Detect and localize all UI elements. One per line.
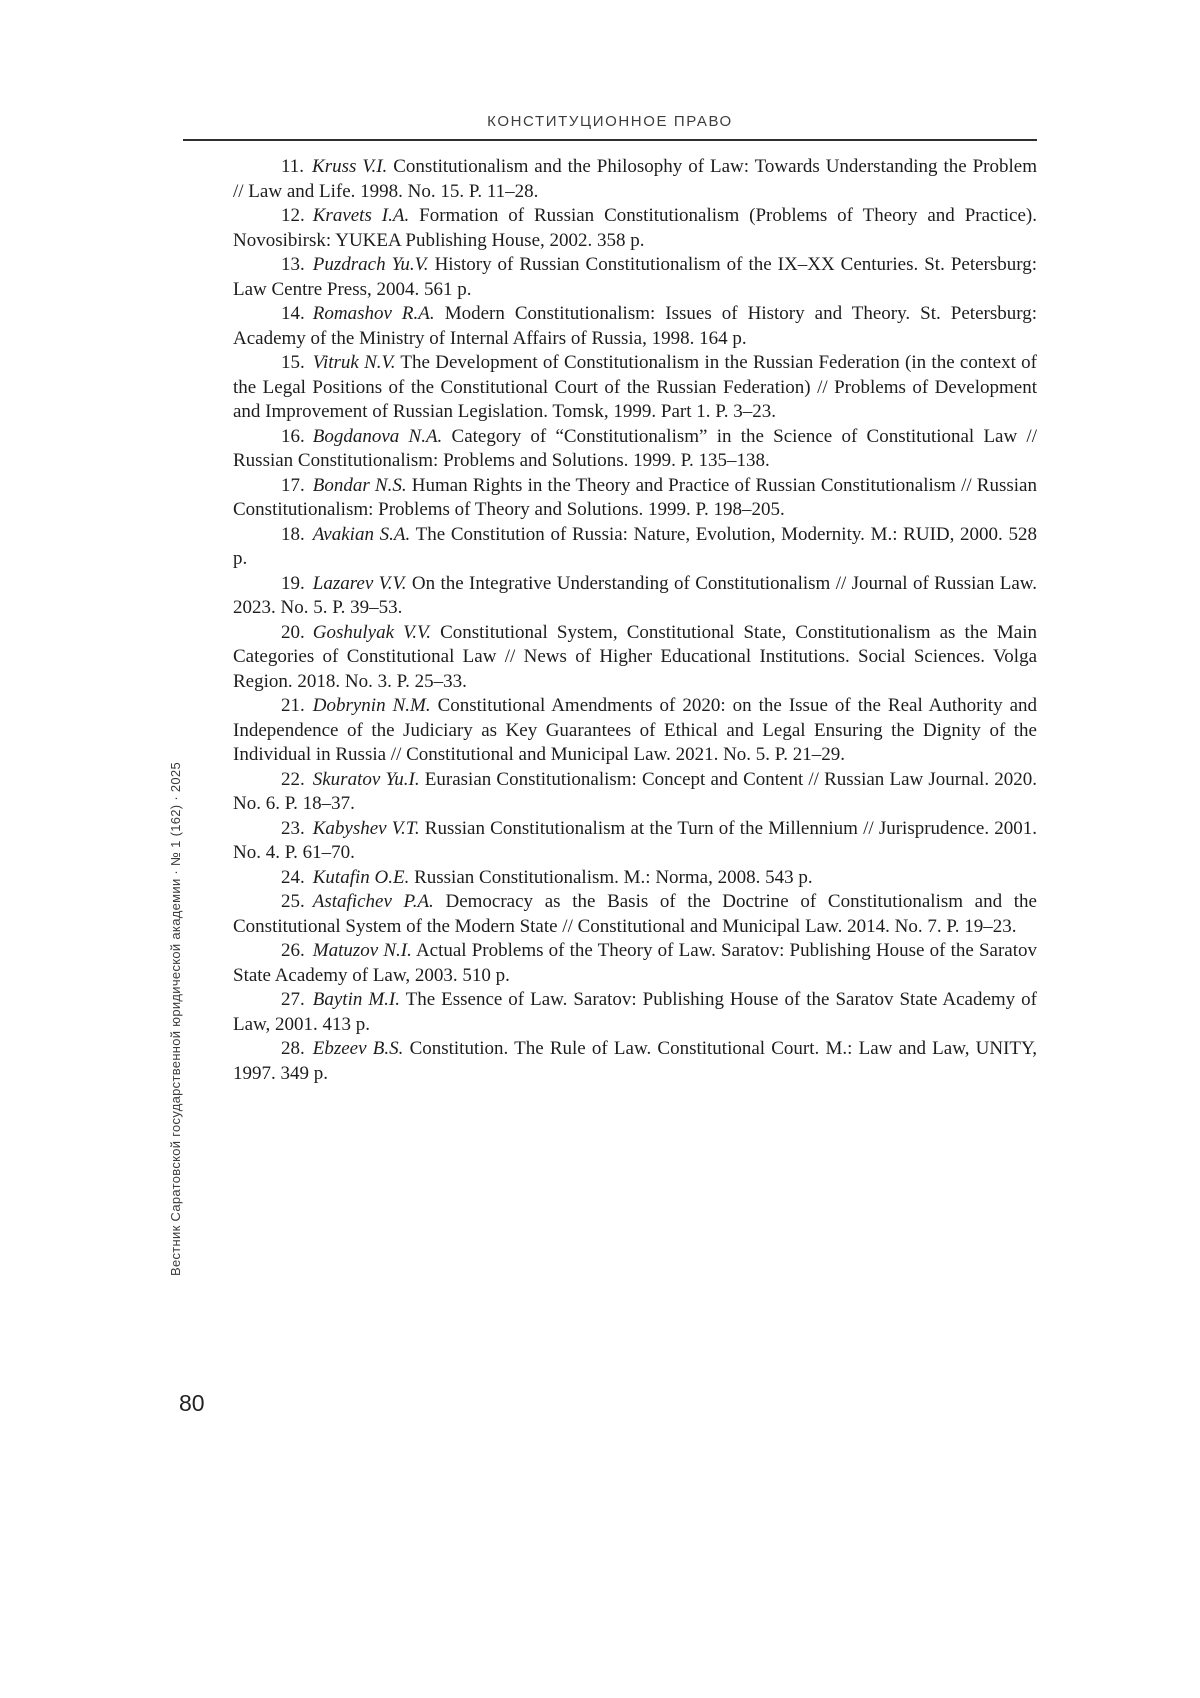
page-number: 80 (179, 1390, 205, 1416)
reference-author: Matuzov N.I. (312, 940, 412, 961)
reference-item (233, 302, 1037, 351)
reference-author: Lazarev V.V. (312, 572, 407, 594)
reference-number: 15. (281, 352, 305, 373)
reference-item (233, 939, 1037, 988)
reference-item (233, 425, 1037, 474)
reference-author: Bondar N.S. (312, 474, 407, 496)
reference-number: 11. (281, 156, 305, 177)
reference-number: 25. (281, 891, 305, 912)
reference-item (233, 866, 1037, 891)
reference-author: Vitruk N.V. (312, 352, 396, 373)
reference-number: 27. (281, 989, 305, 1010)
reference-author: Kabyshev V.T. (312, 817, 420, 839)
reference-item (233, 253, 1037, 302)
reference-item (233, 572, 1037, 621)
reference-text: Russian Constitutionalism at the Turn of the Millennium // Jurisprudence. 2001. No. 4. P. 61–70. (233, 817, 1038, 863)
reference-number: 13. (281, 254, 305, 275)
reference-item (233, 817, 1037, 866)
reference-item (233, 474, 1037, 523)
reference-text: Russian Constitutionalism. M.: Norma, 2008. 543 p. (414, 866, 813, 888)
reference-number: 21. (281, 695, 305, 716)
reference-author: Goshulyak V.V. (312, 621, 431, 643)
reference-number: 20. (281, 621, 305, 643)
reference-author: Kutafin O.E. (312, 866, 410, 888)
reference-author: Ebzeev B.S. (312, 1038, 404, 1059)
reference-text: Eurasian Constitutionalism: Concept and Content // Russian Law Journal. 2020. No. 6. P. 18–37. (233, 768, 1037, 814)
reference-author: Bogdanova N.A. (312, 425, 443, 447)
reference-author: Puzdrach Yu.V. (312, 254, 429, 275)
reference-text: Constitutionalism and the Philosophy of Law: Towards Understanding the Problem // Law and Life. 1998. No. 15. P. 11–28. (233, 156, 1038, 202)
reference-text: Category of “Constitutionalism” in the Science of Constitutional Law // Russian Constitutionalism: Problems and Solutions. 1999. P. 135–138. (233, 425, 1037, 471)
reference-text: Constitution. The Rule of Law. Constitutional Court. M.: Law and Law, UNITY, 1997. 349 p. (233, 1038, 1038, 1084)
reference-text: On the Integrative Understanding of Constitutionalism // Journal of Russian Law. 2023. No. 5. P. 39–53. (233, 572, 1037, 618)
reference-text: History of Russian Constitutionalism of the IX–XX Centuries. St. Petersburg: Law Centre Press, 2004. 561 p. (233, 254, 1038, 300)
references-list (233, 155, 1037, 1086)
reference-number: 16. (281, 425, 305, 447)
reference-author: Skuratov Yu.I. (312, 768, 420, 790)
reference-text: The Development of Constitutionalism in the Russian Federation (in the context of the Legal Positions of the Constitutional Court of the Russian Federation) // Problems of Development and Improvement of Russian Legislation. Tomsk, 1999. Part 1. P. 3–23. (233, 352, 1037, 422)
reference-text: The Constitution of Russia: Nature, Evolution, Modernity. M.: RUID, 2000. 528 p. (233, 523, 1037, 569)
reference-item (233, 988, 1037, 1037)
reference-text: Modern Constitutionalism: Issues of History and Theory. St. Petersburg: Academy of the Ministry of Internal Affairs of Russia, 1998. 164 p. (233, 303, 1038, 349)
reference-text: Formation of Russian Constitutionalism (Problems of Theory and Practice). Novosibirsk: YUKEA Publishing House, 2002. 358 p. (233, 205, 1037, 251)
reference-number: 19. (281, 572, 305, 594)
reference-number: 22. (281, 768, 305, 790)
reference-author: Kruss V.I. (312, 156, 388, 177)
reference-text: Democracy as the Basis of the Doctrine of Constitutionalism and the Constitutional System of the Modern State // Constitutional and Municipal Law. 2014. No. 7. P. 19–23. (233, 891, 1037, 937)
reference-item (233, 694, 1037, 768)
reference-text: Constitutional Amendments of 2020: on the Issue of the Real Authority and Independence of the Judiciary as Key Guarantees of Ethical and Legal Ensuring the Dignity of the Individual in Russia // Constitutional and Municipal Law. 2021. No. 5. P. 21–29. (233, 695, 1037, 765)
reference-item (233, 768, 1037, 817)
running-head: КОНСТИТУЦИОННОЕ ПРАВО (487, 113, 733, 130)
journal-info-vertical: Вестник Саратовской государственной юридической академии · № 1 (162) · 2025 (168, 762, 183, 1276)
reference-text: Human Rights in the Theory and Practice of Russian Constitutionalism // Russian Constitutionalism: Problems of Theory and Solutions. 1999. P. 198–205. (233, 474, 1037, 520)
reference-author: Avakian S.A. (312, 523, 411, 545)
header-rule (183, 139, 1037, 141)
reference-text: The Essence of Law. Saratov: Publishing House of the Saratov State Academy of Law, 2001. 413 p. (233, 989, 1037, 1035)
reference-author: Dobrynin N.M. (312, 695, 431, 716)
reference-number: 12. (281, 205, 305, 226)
reference-item (233, 890, 1037, 939)
reference-item (233, 523, 1037, 572)
reference-item (233, 1037, 1037, 1086)
reference-number: 17. (281, 474, 305, 496)
reference-author: Astafichev P.A. (312, 891, 434, 912)
reference-item (233, 155, 1037, 204)
reference-number: 23. (281, 817, 305, 839)
reference-author: Baytin M.I. (312, 989, 400, 1010)
reference-number: 26. (281, 940, 305, 961)
reference-author: Kravets I.A. (312, 205, 410, 226)
reference-text: Actual Problems of the Theory of Law. Saratov: Publishing House of the Saratov State Academy of Law, 2003. 510 p. (233, 940, 1037, 986)
reference-item (233, 204, 1037, 253)
reference-number: 14. (281, 303, 305, 324)
reference-item (233, 621, 1037, 695)
reference-author: Romashov R.A. (312, 303, 435, 324)
reference-item (233, 351, 1037, 425)
reference-number: 28. (281, 1038, 305, 1059)
reference-number: 18. (281, 523, 305, 545)
reference-number: 24. (281, 866, 305, 888)
reference-text: Constitutional System, Constitutional State, Constitutionalism as the Main Categories of Constitutional Law // News of Higher Educational Institutions. Social Sciences. Volga Region. 2018. No. 3. P. 25–33. (233, 621, 1037, 692)
